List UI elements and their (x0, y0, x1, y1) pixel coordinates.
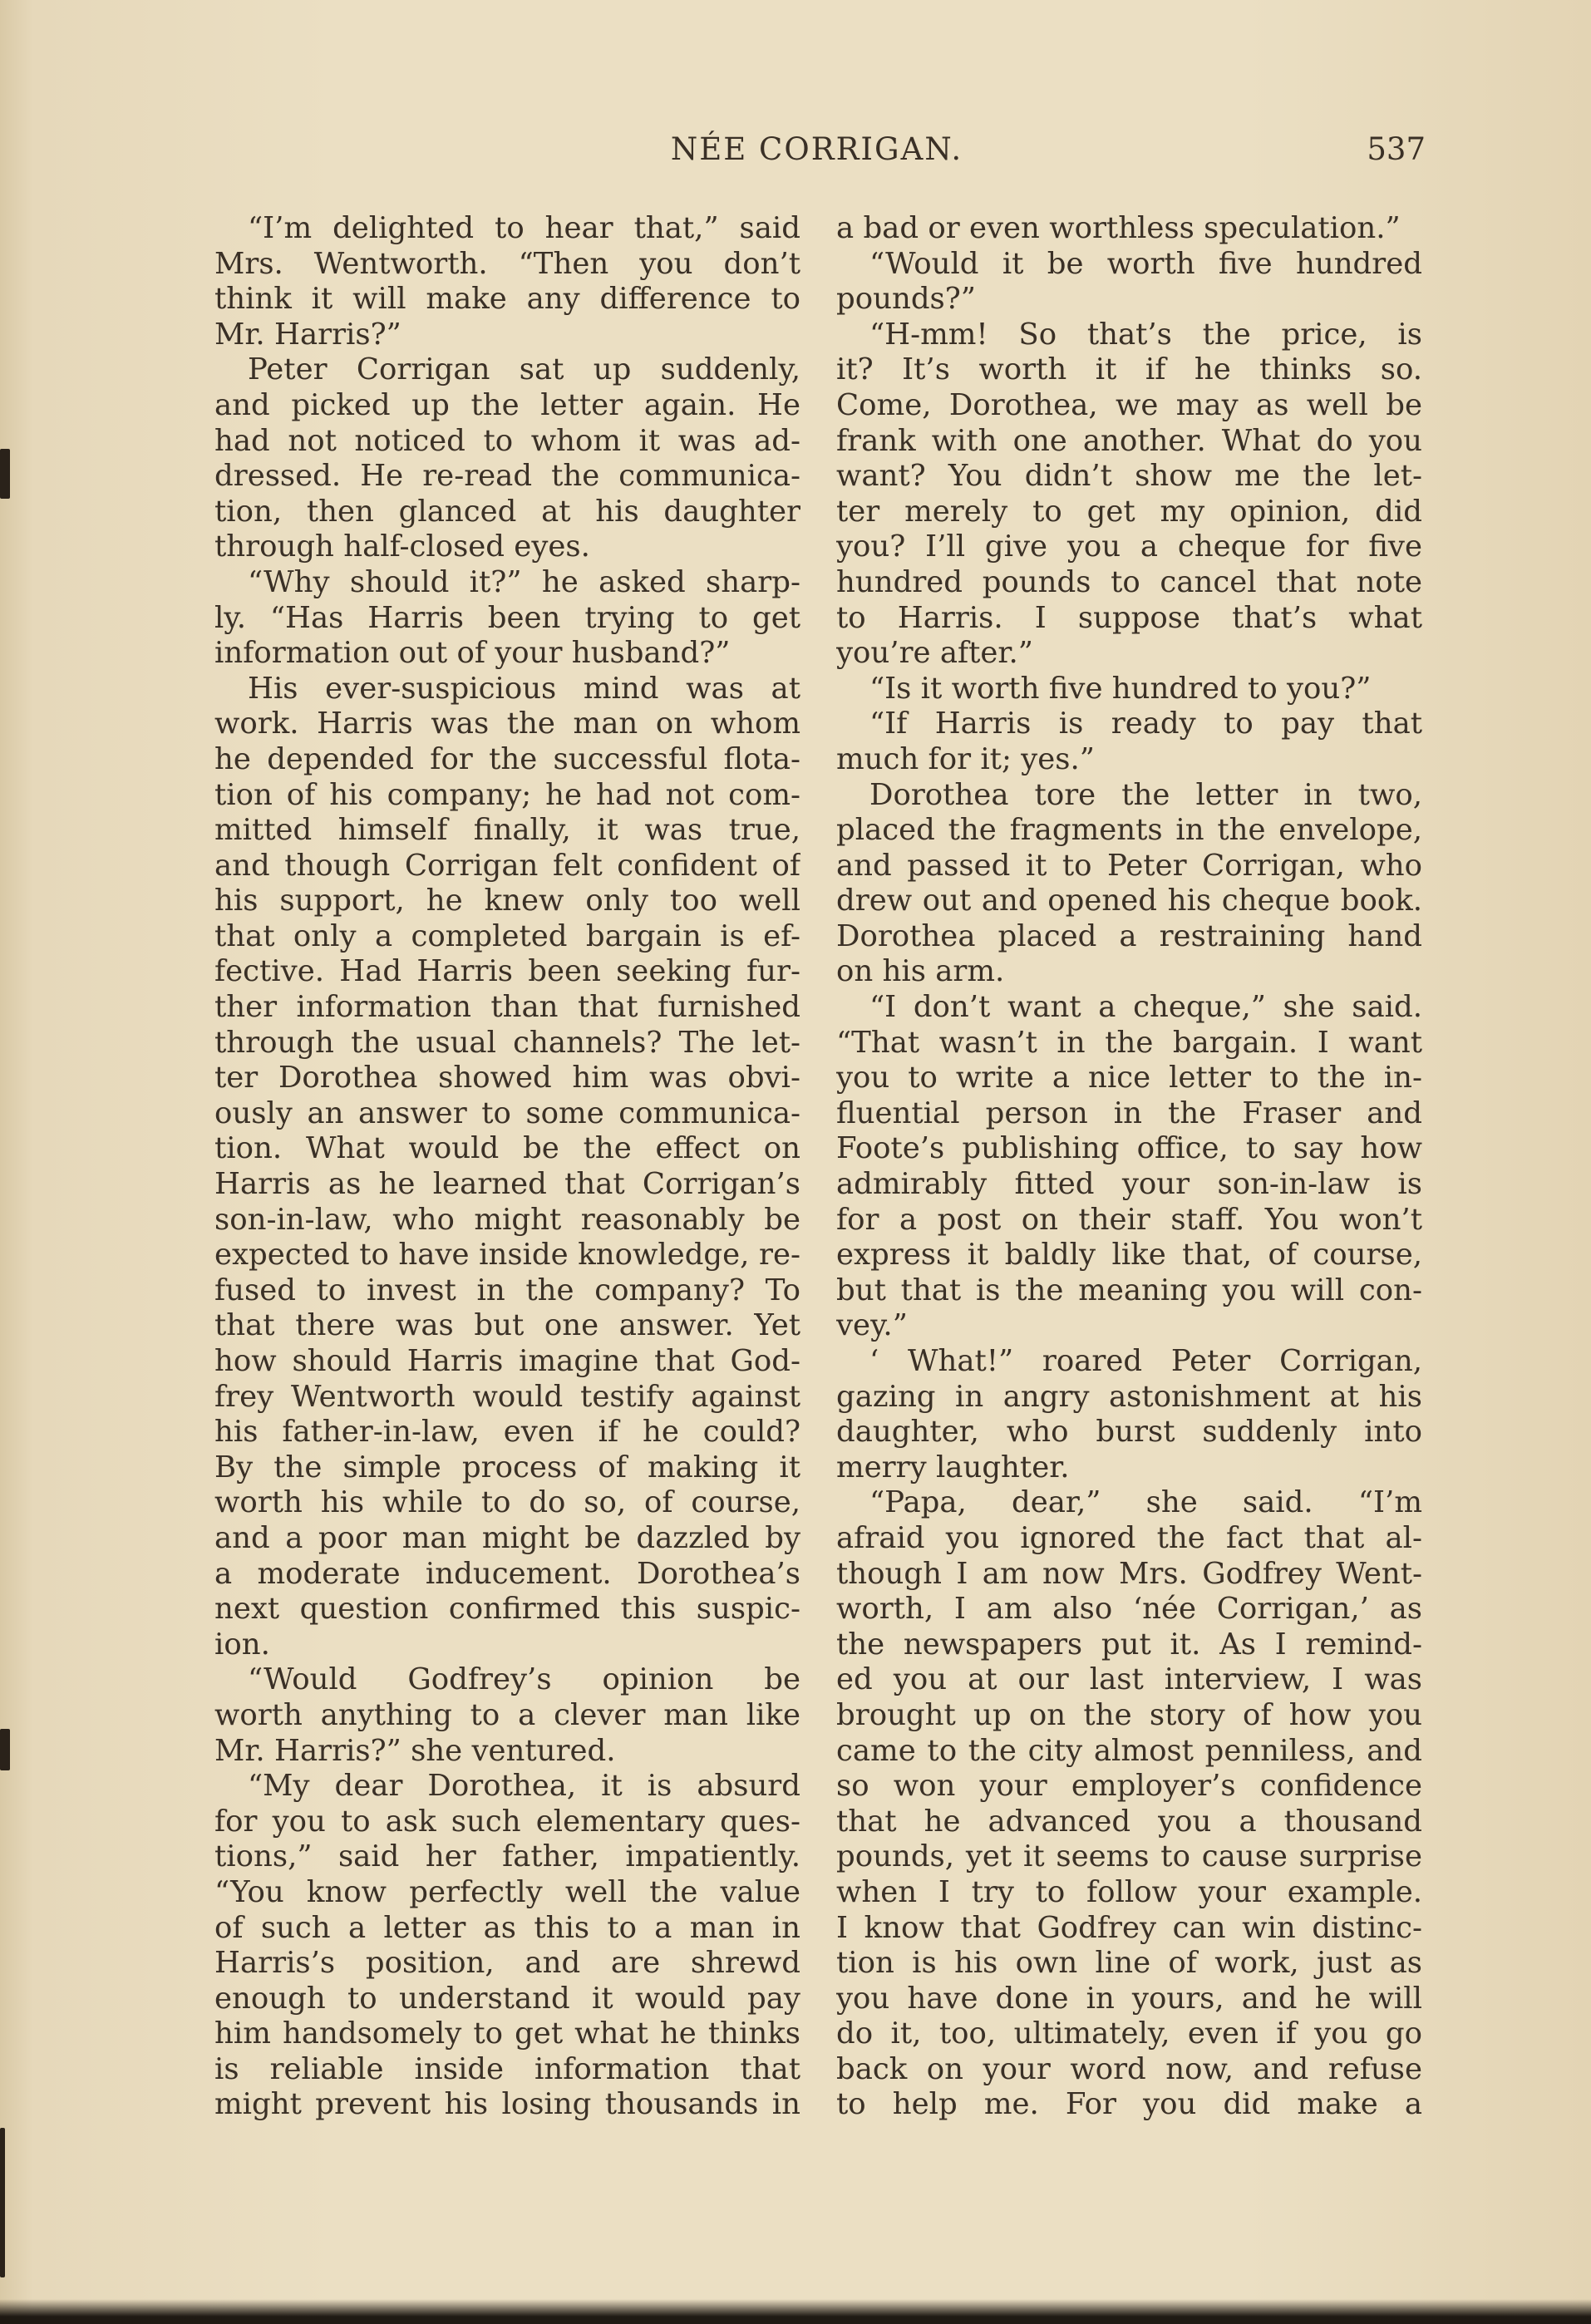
text-line: “My dear Dorothea, it is absurd (248, 1769, 800, 1804)
text-line: daughter, who burst suddenly into (836, 1415, 1422, 1450)
text-line: that there was but one answer. Yet (214, 1308, 800, 1343)
text-line: pounds?” (836, 282, 976, 317)
text-line: think it will make any difference to (214, 282, 800, 317)
text-line: and picked up the letter again. He (214, 387, 800, 422)
text-line: fluential person in the Fraser and (836, 1096, 1422, 1130)
text-line: through half-closed eyes. (214, 529, 590, 564)
text-line: fective. Had Harris been seeking fur- (214, 954, 800, 989)
text-line: vey.” (836, 1308, 908, 1343)
text-line: and passed it to Peter Corrigan, who (836, 848, 1422, 883)
binding-mark (0, 2128, 5, 2277)
text-line: he depended for the successful flota- (214, 741, 800, 776)
text-line: is reliable inside information that (214, 2051, 800, 2086)
text-line: express it baldly like that, of course, (836, 1238, 1422, 1273)
text-line: frank with one another. What do you (836, 423, 1422, 458)
binding-mark (0, 449, 10, 499)
text-line: tion of his company; he had not com- (214, 777, 800, 812)
text-line: Mr. Harris?” she ventured. (214, 1733, 616, 1768)
text-line: to help me. For you did make a (836, 2087, 1422, 2122)
text-line: of such a letter as this to a man in (214, 1910, 800, 1945)
text-line: do it, too, ultimately, even if you go (836, 2016, 1422, 2051)
text-line: brought up on the story of how you (836, 1697, 1422, 1732)
text-line: on his arm. (836, 954, 1005, 989)
text-line: next question confirmed this suspic- (214, 1592, 800, 1627)
text-line: “You know perfectly well the value (214, 1874, 800, 1909)
text-line: gazing in angry astonishment at his (836, 1379, 1422, 1414)
text-line: you’re after.” (836, 636, 1033, 671)
text-line: him handsomely to get what he thinks (214, 2016, 800, 2051)
text-line: a moderate inducement. Dorothea’s (214, 1556, 800, 1591)
text-line: Harris as he learned that Corrigan’s (214, 1167, 800, 1202)
text-line: came to the city almost penniless, and (836, 1733, 1422, 1768)
text-line: By the simple process of making it (214, 1450, 800, 1485)
text-line: Dorothea tore the letter in two, (869, 777, 1422, 812)
text-line: drew out and opened his cheque book. (836, 884, 1422, 918)
text-line: ‘ What!” roared Peter Corrigan, (869, 1344, 1422, 1378)
text-line: son-in-law, who might reasonably be (214, 1202, 800, 1237)
text-line: back on your word now, and refuse (836, 2051, 1422, 2086)
text-line: you? I’ll give you a cheque for five (836, 529, 1422, 564)
text-line: “Is it worth five hundred to you?” (869, 671, 1372, 706)
text-line: that he advanced you a thousand (836, 1804, 1422, 1839)
text-line: much for it; yes.” (836, 741, 1095, 776)
running-title: NÉE CORRIGAN. (670, 131, 963, 167)
text-line: expected to have inside knowledge, re- (214, 1238, 800, 1273)
text-line: through the usual channels? The let- (214, 1025, 800, 1060)
text-line: fused to invest in the company? To (214, 1273, 800, 1307)
running-head (208, 125, 1426, 175)
text-line: tion is his own line of work, just as (836, 1946, 1422, 1981)
text-line: pounds, yet it seems to cause surprise (836, 1839, 1422, 1874)
text-line: had not noticed to whom it was ad- (214, 423, 800, 458)
text-line: “Would Godfrey’s opinion be (248, 1662, 800, 1697)
text-line: the newspapers put it. As I remind- (836, 1627, 1422, 1662)
text-line: merry laughter. (836, 1450, 1070, 1485)
text-line: a bad or even worthless speculation.” (836, 211, 1401, 245)
page-bottom-edge (0, 2299, 1591, 2324)
text-line: Come, Dorothea, we may as well be (836, 387, 1422, 422)
text-line: and though Corrigan felt confident of (214, 848, 800, 883)
text-line: worth his while to do so, of course, (214, 1485, 800, 1520)
text-line: that only a completed bargain is ef- (214, 918, 800, 953)
binding-mark (0, 1729, 10, 1770)
text-line: for a post on their staff. You won’t (836, 1202, 1422, 1237)
text-line: for you to ask such elementary ques- (214, 1804, 800, 1839)
text-line: might prevent his losing thousands in (214, 2087, 800, 2122)
text-line: when I try to follow your example. (836, 1874, 1422, 1909)
text-line: how should Harris imagine that God- (214, 1344, 800, 1378)
text-line: tions,” said her father, impatiently. (214, 1839, 800, 1874)
text-line: Dorothea placed a restraining hand (836, 918, 1422, 953)
text-line: Foote’s publishing office, to say how (836, 1131, 1422, 1166)
text-line: ion. (214, 1627, 270, 1662)
text-line: hundred pounds to cancel that note (836, 564, 1422, 599)
left-text-column (214, 211, 800, 2123)
text-line: “That wasn’t in the bargain. I want (836, 1025, 1422, 1060)
text-line: enough to understand it would pay (214, 1981, 800, 2016)
text-line: ously an answer to some communica- (214, 1096, 800, 1130)
text-line: work. Harris was the man on whom (214, 707, 800, 741)
text-line: “If Harris is ready to pay that (869, 707, 1422, 741)
text-line: but that is the meaning you will con- (836, 1273, 1422, 1307)
text-line: worth anything to a clever man like (214, 1697, 800, 1732)
text-line: his father-in-law, even if he could? (214, 1415, 800, 1450)
text-line: you to write a nice letter to the in- (836, 1061, 1422, 1096)
text-line: information out of your husband?” (214, 636, 731, 671)
text-line: ther information than that furnished (214, 990, 800, 1025)
text-line: to Harris. I suppose that’s what (836, 600, 1422, 635)
text-line: “Papa, dear,” she said. “I’m (869, 1485, 1422, 1520)
text-line: mitted himself finally, it was true, (214, 813, 800, 848)
text-line: “H-mm! So that’s the price, is (869, 317, 1422, 352)
text-line: and a poor man might be dazzled by (214, 1520, 800, 1555)
text-line: worth, I am also ‘née Corrigan,’ as (836, 1592, 1422, 1627)
text-line: admirably fitted your son-in-law is (836, 1167, 1422, 1202)
text-line: “Why should it?” he asked sharp- (248, 564, 800, 599)
text-line: “Would it be worth five hundred (869, 246, 1422, 281)
text-line: tion. What would be the effect on (214, 1131, 800, 1166)
text-line: Peter Corrigan sat up suddenly, (248, 352, 800, 387)
text-line: placed the fragments in the envelope, (836, 813, 1422, 848)
text-line: you have done in yours, and he will (836, 1981, 1422, 2016)
text-line: Mr. Harris?” (214, 317, 401, 352)
text-line: afraid you ignored the fact that al- (836, 1520, 1422, 1555)
text-line: His ever-suspicious mind was at (248, 671, 800, 706)
text-line: “I’m delighted to hear that,” said (248, 211, 800, 245)
page-number: 537 (1367, 131, 1426, 167)
text-line: ed you at our last interview, I was (836, 1662, 1422, 1697)
text-line: ter merely to get my opinion, did (836, 494, 1422, 529)
text-line: his support, he knew only too well (214, 884, 800, 918)
text-line: Mrs. Wentworth. “Then you don’t (214, 246, 800, 281)
text-line: it? It’s worth it if he thinks so. (836, 352, 1422, 387)
right-text-column (836, 211, 1422, 2123)
text-line: ly. “Has Harris been trying to get (214, 600, 800, 635)
text-line: dressed. He re-read the communica- (214, 459, 800, 494)
text-line: frey Wentworth would testify against (214, 1379, 800, 1414)
text-line: tion, then glanced at his daughter (214, 494, 800, 529)
text-line: ter Dorothea showed him was obvi- (214, 1061, 800, 1096)
text-line: “I don’t want a cheque,” she said. (869, 990, 1422, 1025)
text-line: so won your employer’s confidence (836, 1769, 1422, 1804)
text-line: want? You didn’t show me the let- (836, 459, 1422, 494)
text-line: I know that Godfrey can win distinc- (836, 1910, 1422, 1945)
text-line: though I am now Mrs. Godfrey Went- (836, 1556, 1422, 1591)
text-line: Harris’s position, and are shrewd (214, 1946, 800, 1981)
